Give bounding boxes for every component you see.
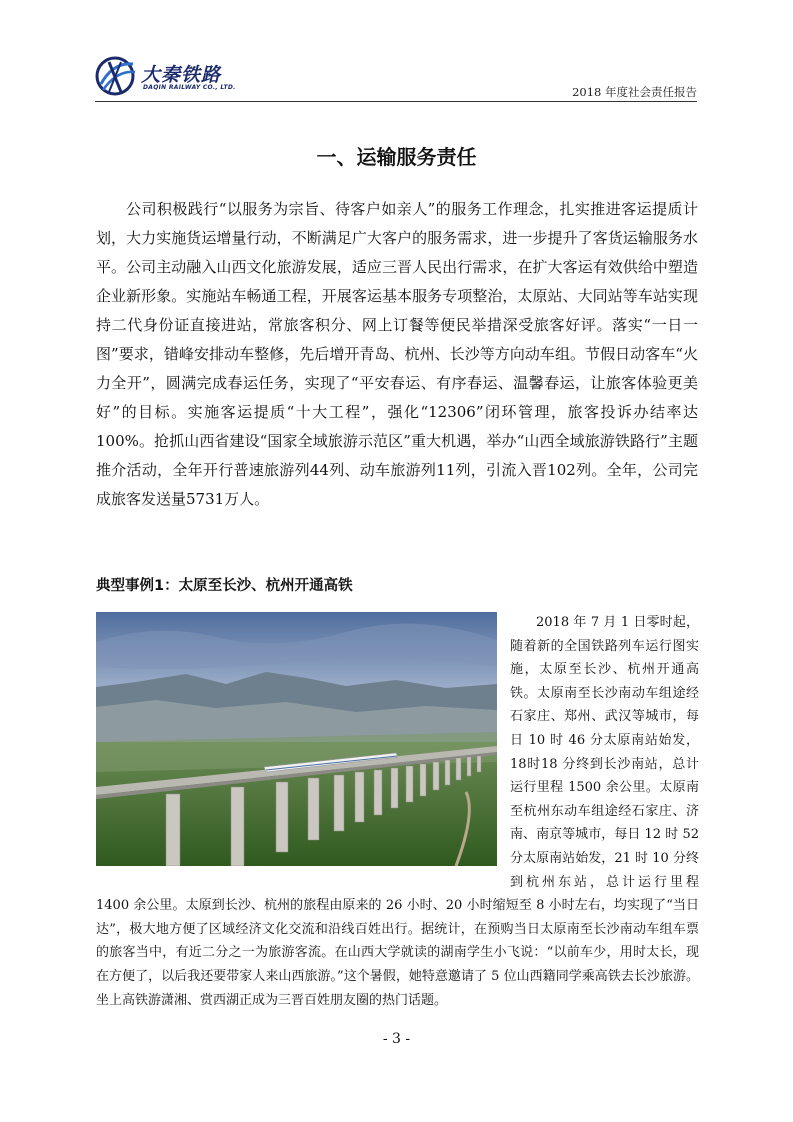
case-paragraph-text: 2018 年 7 月 1 日零时起，随着新的全国铁路列车运行图实施，太原至长沙、杭州开通高铁。太原南至长沙南动车组途经石家庄、郑州、武汉等城市，每日 10 时 46 分太原南站始发，18时18 分终到长沙南站，总计运行里程 1500 余公里。太原南至杭州东动车组途经石家庄、济南、南京等城市，每日 12 时 52 分太原南站始发，21 时 10 分终到杭州东站，总计运行里程 1400 余公里。太原到长沙、杭州的旅程由原来的 26 小时、20 小时缩短至 8 小时左右，均实现了“当日达”，极大地方便了区域经济文化交流和沿线百姓出行。据统计，在预购当日太原南至长沙南动车组车票的旅客当中，有近二分之一为旅游客流。在山西大学就读的湖南学生小飞说：“以前车少，用时太长，现在方便了，以后我还要带家人来山西旅游。”这个暑假，她特意邀请了 5 位山西籍同学乘高铁去长沙旅游。坐上高铁游潇湘、赏西湖正成为三晋百姓朋友圈的热门话题。	[96, 615, 699, 1008]
railway-logo-icon	[95, 54, 137, 98]
case-paragraph	[96, 611, 699, 1012]
logo-english-name: DAQIN RAILWAY CO., LTD.	[143, 84, 236, 91]
page-number: - 3 -	[382, 1031, 411, 1047]
photo-spacer	[96, 611, 510, 877]
logo-chinese-name: 大秦铁路	[141, 64, 222, 86]
section-title: 一、运输服务责任	[316, 145, 477, 169]
report-title: 2018 年度社会责任报告	[572, 85, 697, 99]
case-title: 典型事例1：太原至长沙、杭州开通高铁	[96, 578, 353, 594]
intro-paragraph: 公司积极践行“以服务为宗旨、待客户如亲人”的服务工作理念，扎实推进客运提质计划，大力实施货运增量行动，不断满足广大客户的服务需求，进一步提升了客货运输服务水平。公司主动融入山西文化旅游发展，适应三晋人民出行需求，在扩大客运有效供给中塑造企业新形象。实施站车畅通工程，开展客运基本服务专项整治，太原站、大同站等车站实现持二代身份证直接进站，常旅客积分、网上订餐等便民举措深受旅客好评。落实“一日一图”要求，错峰安排动车整修，先后增开青岛、杭州、长沙等方向动车组。节假日动客车“火力全开”，圆满完成春运任务，实现了“平安春运、有序春运、温馨春运，让旅客体验更美好”的目标。实施客运提质“十大工程”，强化“12306”闭环管理，旅客投诉办结率达100%。抢抓山西省建设“国家全域旅游示范区”重大机遇，举办“山西全域旅游铁路行”主题推介活动，全年开行普速旅游列44列、动车旅游列11列，引流入晋102列。全年，公司完成旅客发送量5731万人。	[96, 200, 698, 508]
company-logo	[95, 54, 335, 100]
page-header	[95, 52, 697, 102]
header-divider	[95, 101, 697, 102]
